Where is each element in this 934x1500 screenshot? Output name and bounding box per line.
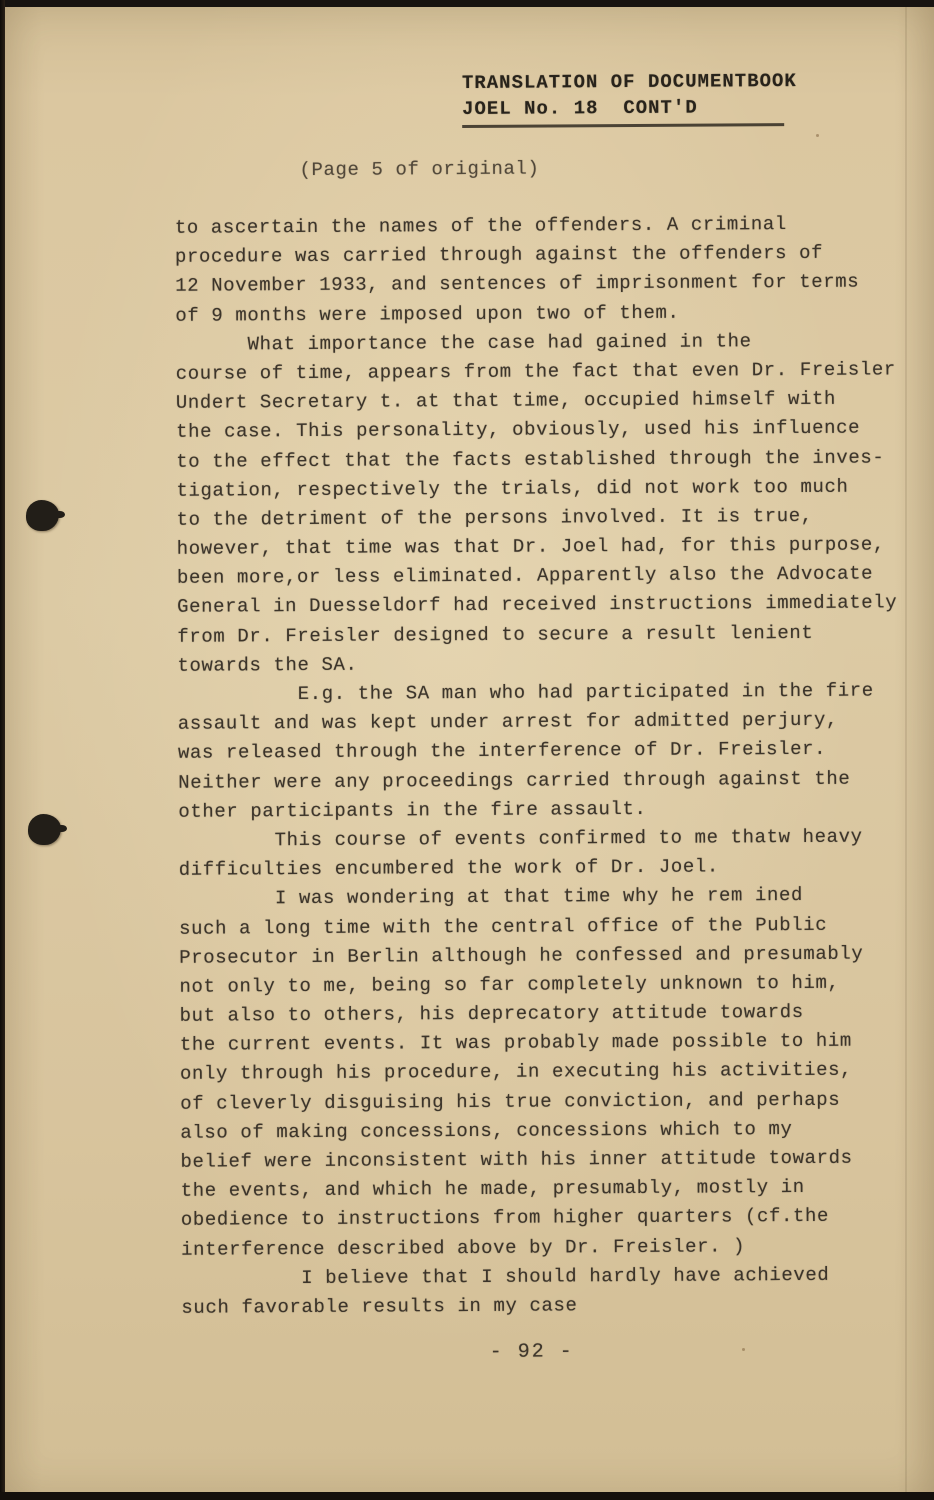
document-line: tigation, respectively the trials, did not work too much [176, 475, 849, 502]
document-line: E.g. the SA man who had participated in the fire [177, 679, 874, 706]
page-reference: (Page 5 of original) [299, 157, 540, 182]
document-header [462, 70, 797, 128]
document-line: I was wondering at that time why he rem ined [178, 884, 804, 911]
document-line: also of making concessions, concessions which to my [180, 1117, 793, 1144]
header-subtitle: JOEL No. 18 CONT'D [462, 96, 784, 128]
document-line: Neither were any proceedings carried through against the [178, 767, 851, 794]
document-line: to the effect that the facts established through the inves- [176, 445, 885, 473]
document-line: the case. This personality, obviously, used his influence [175, 416, 861, 444]
document-line: I believe that I should hardly have achieved [181, 1263, 830, 1290]
header-title: TRANSLATION OF DOCUMENTBOOK [461, 69, 797, 95]
document-body [175, 209, 922, 1323]
document-line: What importance the case had gained in the [175, 330, 752, 356]
document-line: such a long time with the central office of the Public [179, 913, 828, 940]
document-line: obedience to instructions from higher quarters (cf.the [180, 1205, 830, 1232]
document-line: from Dr. Freisler designed to secure a result lenient [177, 621, 814, 648]
document-line: of 9 months were imposed upon two of them. [175, 301, 680, 327]
document-line: to ascertain the names of the offenders. A criminal [174, 213, 787, 239]
document-line: only through his procedure, in executing his activities, [179, 1059, 853, 1086]
page-number: - 92 - [489, 1340, 574, 1364]
document-line: procedure was carried through against the offenders of [174, 242, 824, 268]
document-line: 12 November 1933, and sentences of imprisonment for terms [175, 270, 860, 298]
document-line: interference described above by Dr. Freisler. ) [180, 1234, 746, 1261]
document-line: however, that time was that Dr. Joel had, for this purpose, [176, 533, 885, 560]
typewritten-text-layer [0, 4, 934, 1495]
document-line: difficulties encumbered the work of Dr. Joel. [178, 855, 719, 881]
document-line: towards the SA. [177, 653, 358, 677]
document-line: Prosecutor in Berlin although he confessed and presumably [179, 942, 864, 969]
document-line: General in Duesseldorf had received instructions immediately [177, 591, 898, 619]
document-line: belief were inconsistent with his inner attitude towards [180, 1146, 853, 1173]
document-line: Undert Secretary t. at that time, occupied himself with [175, 387, 837, 414]
document-line: to the detriment of the persons involved. It is true, [176, 504, 813, 531]
document-line: assault and was kept under arrest for admitted perjury, [177, 708, 839, 735]
punch-hole-tear [57, 825, 67, 832]
document-line: been more,or less eliminated. Apparently also the Advocate [176, 562, 874, 590]
scan-edge-top [0, 0, 934, 7]
punch-hole-top [26, 500, 59, 531]
punch-hole-tear [55, 511, 65, 518]
document-line: the events, and which he made, presumably, mostly in [180, 1176, 805, 1202]
scan-edge-left [0, 0, 5, 1500]
document-line: was released through the interference of Dr. Freisler. [177, 738, 827, 765]
document-line: such favorable results in my case [181, 1294, 578, 1319]
document-line: This course of events confirmed to me thatw heavy [178, 825, 863, 852]
document-line: not only to me, being so far completely unknown to him, [179, 971, 840, 998]
scan-edge-bottom [0, 1492, 934, 1500]
document-line: but also to others, his deprecatory attitude towards [179, 1001, 804, 1027]
document-line: course of time, appears from the fact that even Dr. Freisler [175, 358, 896, 385]
document-page [5, 7, 934, 1492]
document-line: the current events. It was probably made possible to him [179, 1029, 852, 1057]
document-line: of cleverly disguising his true conviction, and perhaps [180, 1088, 841, 1115]
document-line: other participants in the fire assault. [178, 797, 647, 823]
punch-hole-bottom [28, 814, 61, 845]
